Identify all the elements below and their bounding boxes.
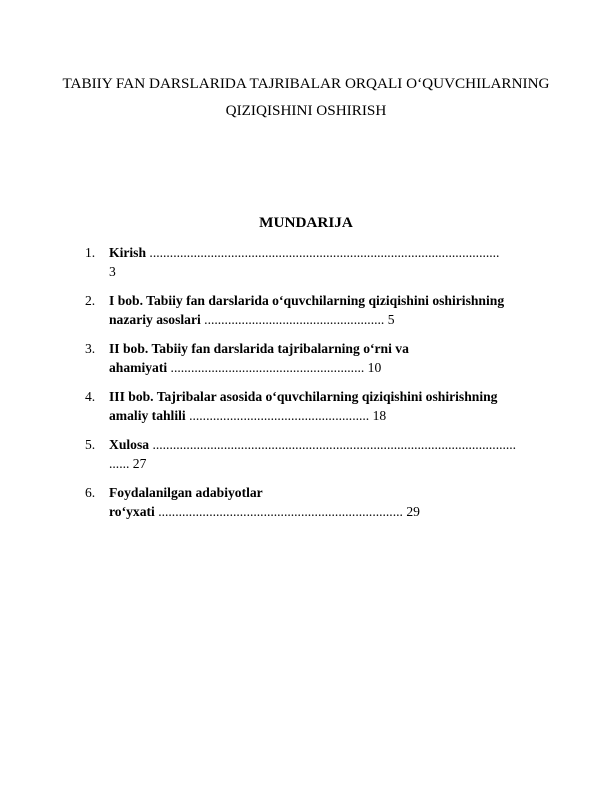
toc-entry-label-cont: amaliy tahlili	[109, 408, 186, 423]
toc-entry-label: Xulosa	[109, 437, 150, 452]
toc-entry-label: III bob. Tajribalar asosida o‘quvchilarning qiziqishini oshirishning	[109, 389, 498, 404]
toc-entry-label-cont: ro‘yxati	[109, 504, 155, 519]
toc-entry-label-cont: nazariy asoslari	[109, 312, 201, 327]
toc-page-number: 18	[372, 408, 387, 423]
toc-leader-dots: ........................................................................	[154, 504, 403, 519]
toc-leader-dots: .........................................................	[167, 360, 365, 375]
toc-entry-number: 3.	[85, 341, 96, 356]
toc-entry-5[interactable]	[85, 435, 545, 473]
toc-entry-4[interactable]	[85, 387, 545, 425]
toc-leader-dots: .....................................................	[185, 408, 370, 423]
toc-entry-6[interactable]	[85, 483, 545, 521]
toc-entry-label-cont: ahamiyati	[109, 360, 168, 375]
toc-page-number: 29	[406, 504, 420, 519]
toc-page-number: 10	[367, 360, 382, 375]
toc-entry-label: I bob. Tabiiy fan darslarida o‘quvchilarning qiziqishini oshirishning	[109, 293, 505, 308]
toc-page-number: ...... 27	[109, 456, 147, 471]
toc-entry-2[interactable]	[85, 291, 545, 329]
toc-entry-label: Foydalanilgan adabiyotlar	[109, 485, 263, 500]
toc-entry-number: 5.	[85, 437, 96, 452]
toc-entry-number: 2.	[85, 293, 96, 308]
toc-entry-1[interactable]	[85, 243, 545, 281]
toc-entry-label: II bob. Tabiiy fan darslarida tajribalarning o‘rni va	[109, 341, 409, 356]
toc-page-number: 5	[387, 312, 395, 327]
toc-leader-dots: .......................................................................................................	[146, 245, 500, 260]
toc-entry-number: 4.	[85, 389, 96, 404]
toc-page-number: 3	[109, 264, 116, 279]
title-line-1: TABIIY FAN DARSLARIDA TAJRIBALAR ORQALI O‘QUVCHILARNING	[62, 75, 550, 92]
document-title	[40, 70, 572, 124]
toc-heading: MUNDARIJA	[259, 214, 353, 231]
title-line-2: QIZIQISHINI OSHIRISH	[225, 102, 387, 119]
toc-entry-number: 1.	[85, 245, 96, 260]
toc-entry-label: Kirish	[109, 245, 147, 260]
toc-entry-number: 6.	[85, 485, 96, 500]
toc-entry-3[interactable]	[85, 339, 545, 377]
toc-leader-dots: ...........................................................................................................	[149, 437, 517, 452]
table-of-contents	[85, 243, 545, 531]
toc-leader-dots: .....................................................	[200, 312, 385, 327]
